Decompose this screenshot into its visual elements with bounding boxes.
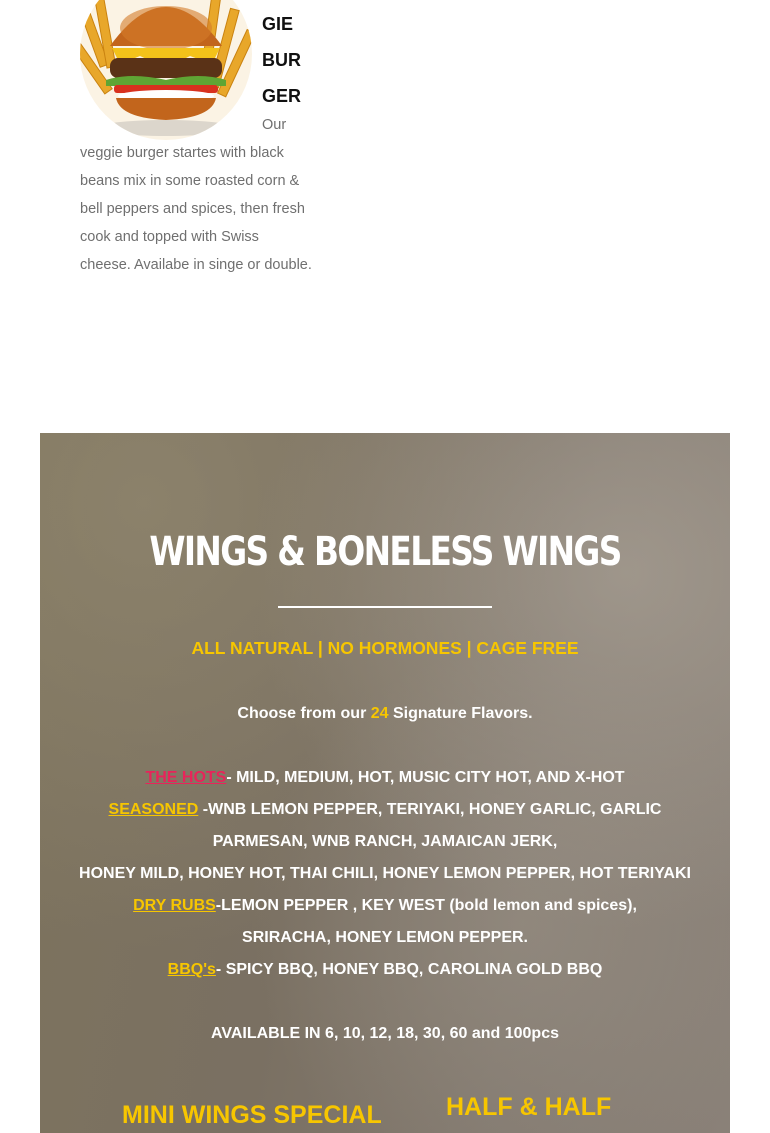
product-name <box>262 6 312 114</box>
link-dry-rubs[interactable]: DRY RUBS <box>133 897 216 914</box>
product-name-part: GER <box>262 86 302 106</box>
flavors-intro <box>40 698 730 730</box>
link-bbqs[interactable]: BBQ's <box>167 961 216 978</box>
dry-rubs-list-continued: SRIRACHA, HONEY LEMON PEPPER. <box>242 929 528 946</box>
seasoned-list-continued: HONEY MILD, HONEY HOT, THAI CHILI, HONEY LEMON PEPPER, HOT TERIYAKI <box>79 865 691 882</box>
flavors-intro-prefix: Choose from our <box>237 705 371 722</box>
flavor-group-bbq <box>40 954 730 986</box>
half-and-half-heading: HALF & HALF <box>446 1093 612 1121</box>
product-name-part: BUR <box>262 50 301 70</box>
flavors-intro-suffix: Signature Flavors. <box>388 705 533 722</box>
title-divider <box>278 606 492 608</box>
wings-section <box>40 433 730 1133</box>
flavor-count: 24 <box>370 705 389 722</box>
section-title: WINGS & BONELESS WINGS <box>149 529 621 575</box>
mini-wings-heading: MINI WINGS SPECIAL <box>122 1101 382 1129</box>
flavor-group-seasoned <box>40 794 730 826</box>
seasoned-list-continued: PARMESAN, WNB RANCH, JAMAICAN JERK, <box>212 833 558 850</box>
link-the-hots[interactable]: THE HOTS <box>145 769 227 786</box>
product-name-part: GIE <box>262 14 294 34</box>
flavor-group-dry-rubs <box>40 890 730 922</box>
seasoned-list: -WNB LEMON PEPPER, TERIYAKI, HONEY GARLIC, GARLIC <box>198 801 662 818</box>
bbq-list: - SPICY BBQ, HONEY BBQ, CAROLINA GOLD BBQ <box>215 961 603 978</box>
link-seasoned[interactable]: SEASONED <box>108 801 199 818</box>
dry-rubs-list: -LEMON PEPPER , KEY WEST (bold lemon and spices), <box>215 897 637 914</box>
flavor-group-hots <box>40 762 730 794</box>
availability-note: AVAILABLE IN 6, 10, 12, 18, 30, 60 and 100pcs <box>210 1025 559 1042</box>
product-description: Our veggie burger startes with black beans mix in some roasted corn & bell peppers and spices, then fresh cook and topped with Swiss cheese. Availabe in singe or double. <box>80 117 312 273</box>
hots-list: - MILD, MEDIUM, HOT, MUSIC CITY HOT, AND X-HOT <box>226 769 625 786</box>
tagline: ALL NATURAL | NO HORMONES | CAGE FREE <box>191 638 579 658</box>
